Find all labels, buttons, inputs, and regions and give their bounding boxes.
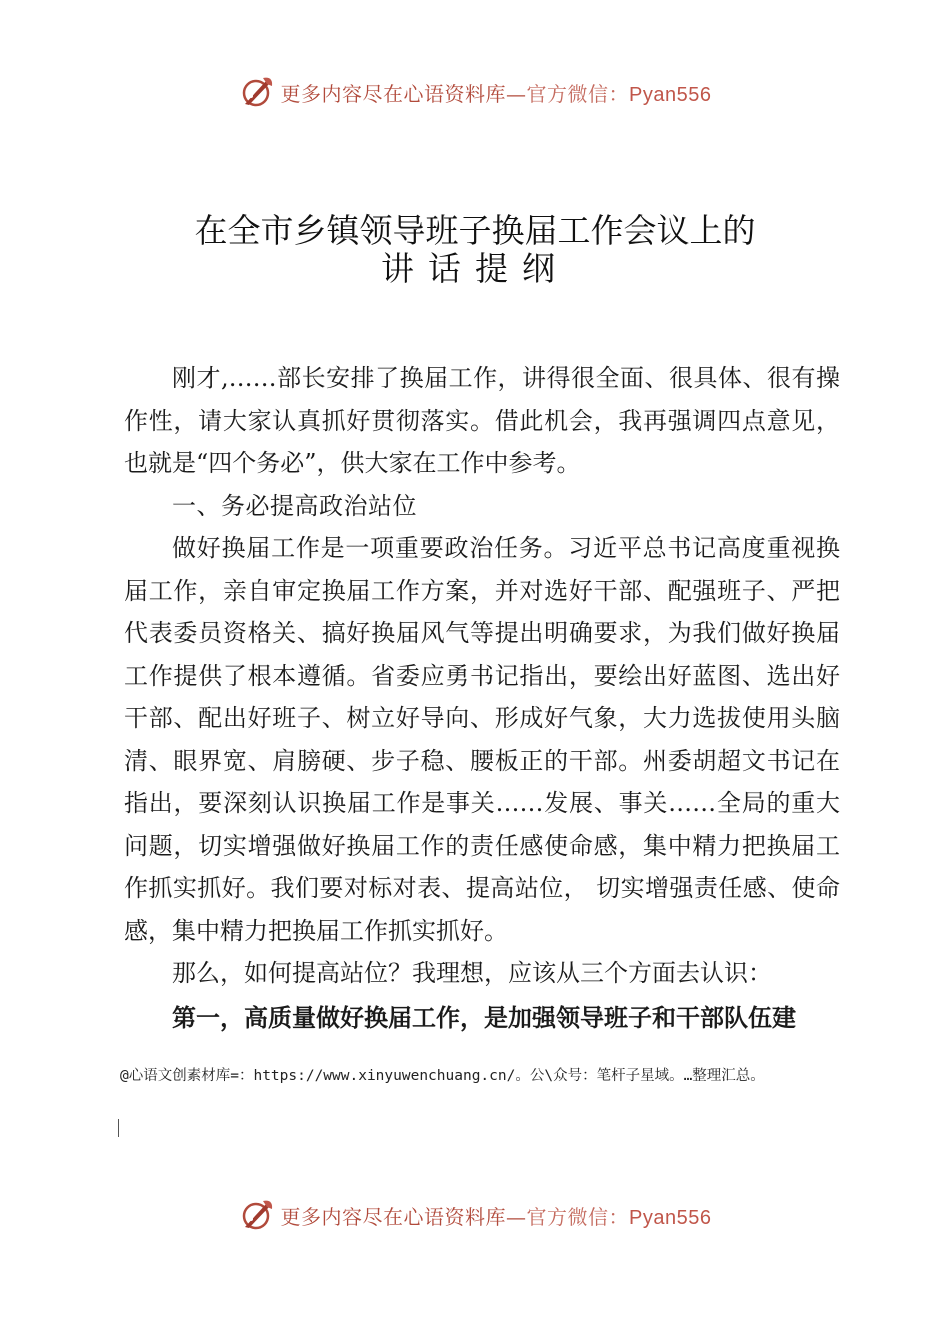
transition-paragraph: 那么，如何提高站位？我理想，应该从三个方面去认识： <box>172 959 772 987</box>
section-1-heading: 一、务必提高政治站位 <box>172 491 417 520</box>
header-banner <box>0 70 950 114</box>
source-attribution: @心语文创素材库=：https://www.xinyuwenchuang.cn/。公\众号：笔杆子星域。…整理汇总。 <box>120 1068 765 1084</box>
banner-wechat-label: 官方微信： <box>526 81 630 106</box>
footer-banner-text <box>281 1201 712 1230</box>
text-cursor-mark <box>118 1119 119 1137</box>
first-point-heading: 第一，高质量做好换届工作，是加强领导班子和干部队伍建 <box>172 1003 796 1032</box>
banner-dash: — <box>506 1204 527 1229</box>
footer-banner <box>0 1193 950 1237</box>
quill-logo-icon <box>239 1197 275 1233</box>
header-banner-text <box>281 78 712 107</box>
intro-paragraph: 刚才,……部长安排了换届工作，讲得很全面、很具体、很有操作性，请大家认真抓好贯彻落实。借此机会，我再强调四点意见，也就是“四个务必”，供大家在工作中参考。 <box>124 364 840 477</box>
section-1-paragraph: 做好换届工作是一项重要政治任务。习近平总书记高度重视换届工作，亲自审定换届工作方案，并对选好干部、配强班子、严把代表委员资格关、搞好换届风气等提出明确要求，为我们做好换届工作提供了根本遵循。省委应勇书记指出，要绘出好蓝图、选出好干部、配出好班子、树立好导向、形成好气象，大力选拔使用头脑清、眼界宽、肩膀硬、步子稳、腰板正的干部。州委胡超文书记在指出，要深刻认识换届工作是事关……发展、事关……全局的重大问题，切实增强做好换届工作的责任感使命感，集中精力把换届工作抓实抓好。我们要对标对表、提高站位， 切实增强责任感、使命感，集中精力把换届工作抓实抓好。 <box>124 534 840 945</box>
banner-dash: — <box>506 81 527 106</box>
banner-wechat-id: Pyan556 <box>629 1206 712 1229</box>
title-line-1: 在全市乡镇领导班子换届工作会议上的 <box>194 211 756 250</box>
title-line-2: 讲话提纲 <box>381 249 569 288</box>
banner-wechat-id: Pyan556 <box>629 83 712 106</box>
quill-logo-icon <box>239 74 275 110</box>
page-title <box>0 212 950 288</box>
banner-main-text: 更多内容尽在心语资料库 <box>280 1204 507 1229</box>
banner-main-text: 更多内容尽在心语资料库 <box>280 81 507 106</box>
document-body <box>124 357 840 1041</box>
banner-wechat-label: 官方微信： <box>526 1204 630 1229</box>
